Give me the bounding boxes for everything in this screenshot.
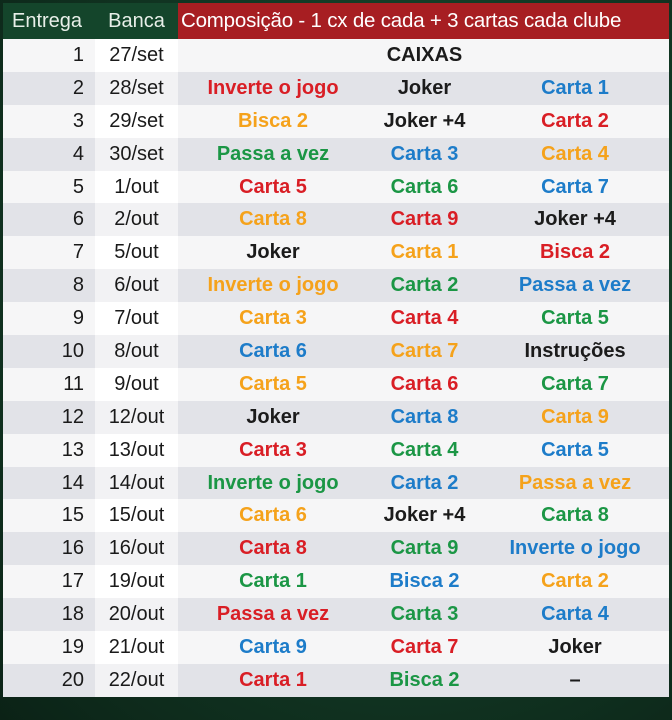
composicao-item: Joker +4 xyxy=(481,203,669,236)
composicao-item: Carta 3 xyxy=(178,302,368,335)
table-row xyxy=(3,105,669,138)
composicao-item: Carta 6 xyxy=(178,499,368,532)
header-entrega: Entrega xyxy=(3,3,95,39)
banca-date: 13/out xyxy=(95,434,178,467)
composicao-item: Carta 3 xyxy=(368,138,481,171)
composicao-item: Carta 6 xyxy=(178,335,368,368)
composicao-item: Joker +4 xyxy=(368,105,481,138)
banca-date: 6/out xyxy=(95,269,178,302)
banca-date: 8/out xyxy=(95,335,178,368)
table-row xyxy=(3,368,669,401)
composicao-item: Passa a vez xyxy=(178,138,368,171)
table-row xyxy=(3,302,669,335)
composicao-item: Carta 3 xyxy=(178,434,368,467)
composicao-item: Carta 2 xyxy=(368,269,481,302)
composicao-item: Passa a vez xyxy=(178,598,368,631)
composicao-item: Carta 8 xyxy=(178,532,368,565)
composicao-item: Carta 1 xyxy=(368,236,481,269)
entrega-number: 16 xyxy=(3,532,95,565)
banca-date: 12/out xyxy=(95,401,178,434)
composicao-item: Carta 4 xyxy=(481,598,669,631)
composicao-item: Carta 8 xyxy=(368,401,481,434)
table-row xyxy=(3,499,669,532)
composicao-item: Carta 1 xyxy=(178,664,368,697)
entrega-number: 9 xyxy=(3,302,95,335)
table-row xyxy=(3,467,669,500)
entrega-number: 20 xyxy=(3,664,95,697)
composicao-item: Carta 7 xyxy=(368,631,481,664)
entrega-number: 18 xyxy=(3,598,95,631)
banca-date: 30/set xyxy=(95,138,178,171)
table-row xyxy=(3,269,669,302)
banca-date: 19/out xyxy=(95,565,178,598)
header-row xyxy=(3,3,669,39)
header-composicao: Composição - 1 cx de cada + 3 cartas cada clube xyxy=(178,3,669,39)
composicao-item: Inverte o jogo xyxy=(178,72,368,105)
composicao-item: Joker +4 xyxy=(368,499,481,532)
composicao-item xyxy=(178,39,368,72)
composicao-item: Carta 4 xyxy=(368,302,481,335)
header-banca: Banca xyxy=(95,3,178,39)
schedule-table xyxy=(3,3,669,697)
composicao-item: Carta 5 xyxy=(481,434,669,467)
table-row xyxy=(3,401,669,434)
banca-date: 20/out xyxy=(95,598,178,631)
entrega-number: 7 xyxy=(3,236,95,269)
composicao-item: Passa a vez xyxy=(481,269,669,302)
composicao-item: Bisca 2 xyxy=(178,105,368,138)
entrega-number: 4 xyxy=(3,138,95,171)
banca-date: 16/out xyxy=(95,532,178,565)
entrega-number: 14 xyxy=(3,467,95,500)
composicao-item: Carta 8 xyxy=(481,499,669,532)
entrega-number: 15 xyxy=(3,499,95,532)
banca-date: 29/set xyxy=(95,105,178,138)
composicao-item: Inverte o jogo xyxy=(178,269,368,302)
table-row xyxy=(3,434,669,467)
composicao-item: Carta 7 xyxy=(481,171,669,204)
table-row xyxy=(3,39,669,72)
banca-date: 7/out xyxy=(95,302,178,335)
composicao-item: Carta 8 xyxy=(178,203,368,236)
table-row xyxy=(3,236,669,269)
composicao-item: Carta 6 xyxy=(368,171,481,204)
composicao-item: Carta 6 xyxy=(368,368,481,401)
composicao-item: Carta 9 xyxy=(178,631,368,664)
composicao-item: Carta 5 xyxy=(481,302,669,335)
entrega-number: 3 xyxy=(3,105,95,138)
banca-date: 5/out xyxy=(95,236,178,269)
table-row xyxy=(3,171,669,204)
composicao-item: Carta 2 xyxy=(368,467,481,500)
composicao-item: Instruções xyxy=(481,335,669,368)
entrega-number: 10 xyxy=(3,335,95,368)
composicao-item: – xyxy=(481,664,669,697)
composicao-item: Passa a vez xyxy=(481,467,669,500)
banca-date: 28/set xyxy=(95,72,178,105)
banca-date: 2/out xyxy=(95,203,178,236)
composicao-item: Inverte o jogo xyxy=(178,467,368,500)
table-row xyxy=(3,664,669,697)
banca-date: 15/out xyxy=(95,499,178,532)
table-row xyxy=(3,598,669,631)
table-row xyxy=(3,631,669,664)
entrega-number: 2 xyxy=(3,72,95,105)
banca-date: 21/out xyxy=(95,631,178,664)
composicao-item: Bisca 2 xyxy=(481,236,669,269)
composicao-item: Carta 1 xyxy=(481,72,669,105)
composicao-item: CAIXAS xyxy=(368,39,481,72)
entrega-number: 6 xyxy=(3,203,95,236)
banca-date: 22/out xyxy=(95,664,178,697)
entrega-number: 5 xyxy=(3,171,95,204)
composicao-item: Joker xyxy=(178,236,368,269)
table-row xyxy=(3,138,669,171)
entrega-number: 12 xyxy=(3,401,95,434)
table-row xyxy=(3,565,669,598)
composicao-item: Joker xyxy=(178,401,368,434)
composicao-item: Bisca 2 xyxy=(368,565,481,598)
composicao-item: Carta 7 xyxy=(481,368,669,401)
composicao-item: Carta 5 xyxy=(178,171,368,204)
banca-date: 27/set xyxy=(95,39,178,72)
composicao-item: Carta 9 xyxy=(368,532,481,565)
table-row xyxy=(3,532,669,565)
composicao-item: Joker xyxy=(368,72,481,105)
entrega-number: 1 xyxy=(3,39,95,72)
composicao-item: Bisca 2 xyxy=(368,664,481,697)
banca-date: 1/out xyxy=(95,171,178,204)
composicao-item: Carta 1 xyxy=(178,565,368,598)
composicao-item: Carta 7 xyxy=(368,335,481,368)
table-row xyxy=(3,72,669,105)
composicao-item xyxy=(481,39,669,72)
table-body xyxy=(3,39,669,697)
composicao-item: Joker xyxy=(481,631,669,664)
composicao-item: Carta 4 xyxy=(368,434,481,467)
entrega-number: 13 xyxy=(3,434,95,467)
composicao-item: Carta 2 xyxy=(481,565,669,598)
entrega-number: 11 xyxy=(3,368,95,401)
composicao-item: Carta 2 xyxy=(481,105,669,138)
entrega-number: 8 xyxy=(3,269,95,302)
composicao-item: Carta 9 xyxy=(481,401,669,434)
banca-date: 14/out xyxy=(95,467,178,500)
composicao-item: Inverte o jogo xyxy=(481,532,669,565)
entrega-number: 19 xyxy=(3,631,95,664)
table-row xyxy=(3,203,669,236)
composicao-item: Carta 4 xyxy=(481,138,669,171)
banca-date: 9/out xyxy=(95,368,178,401)
table-row xyxy=(3,335,669,368)
composicao-item: Carta 9 xyxy=(368,203,481,236)
composicao-item: Carta 5 xyxy=(178,368,368,401)
composicao-item: Carta 3 xyxy=(368,598,481,631)
entrega-number: 17 xyxy=(3,565,95,598)
